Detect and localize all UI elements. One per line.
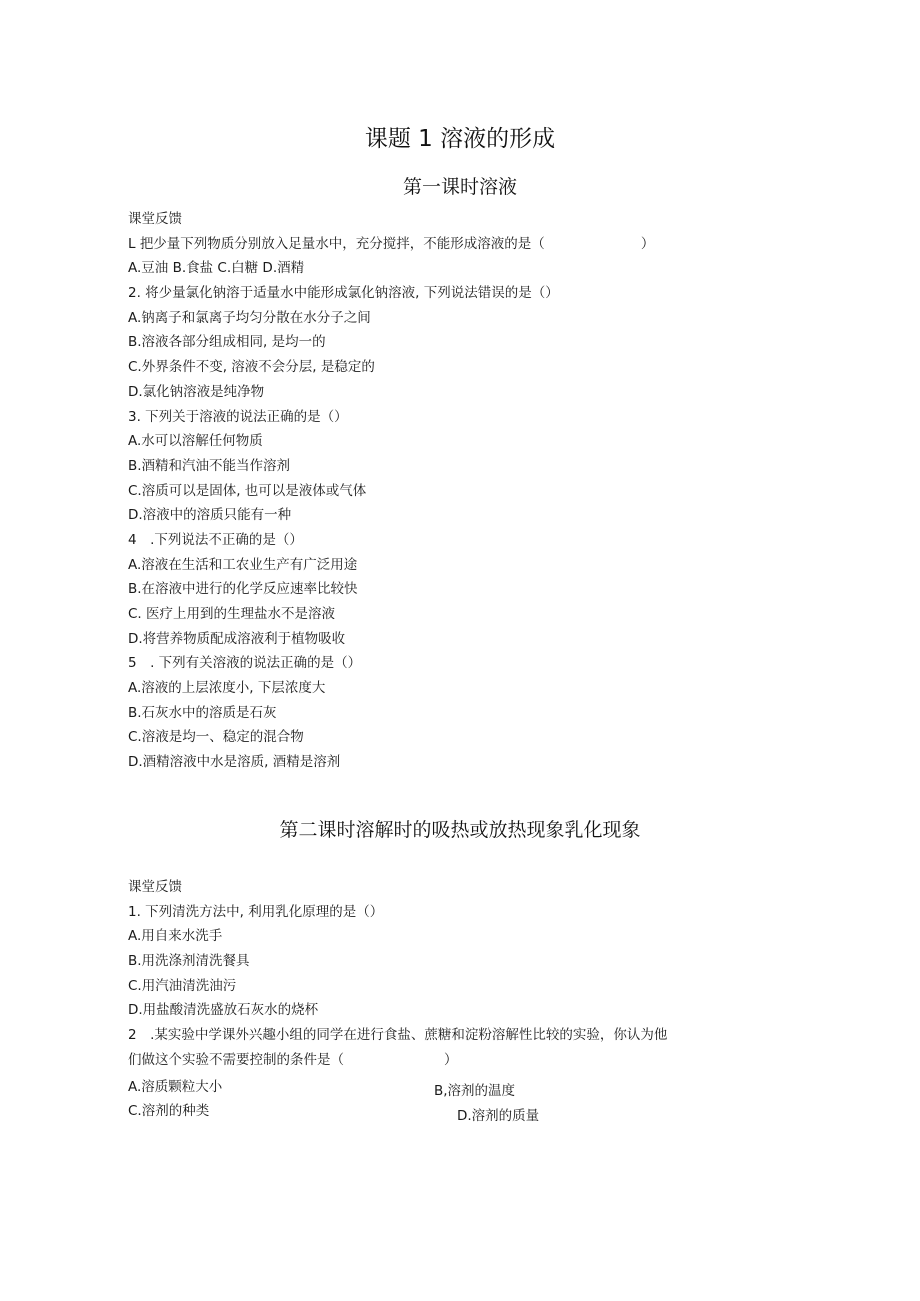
l1-q3-option: B.酒精和汽油不能当作溶剂 — [128, 457, 291, 474]
l1-q1-close: ） — [640, 235, 655, 252]
l1-q5-option: C.溶液是均一、稳定的混合物 — [128, 729, 304, 746]
l1-q4-option: B.在溶液中进行的化学反应速率比较快 — [128, 581, 358, 598]
l1-q2-option: A.钠离子和氯离子均匀分散在水分子之间 — [128, 309, 371, 326]
l1-q5-option: A.溶液的上层浓度小, 下层浓度大 — [128, 680, 326, 697]
l1-q2-option: C.外界条件不变, 溶液不会分层, 是稳定的 — [128, 359, 375, 376]
l2-q2-option-a: A.溶质颗粒大小 — [128, 1079, 223, 1095]
l2-q1-option: B.用洗涤剂清洗餐具 — [128, 953, 250, 970]
l2-q2-close: ） — [444, 1051, 458, 1068]
l1-q4-stem: 4 .下列说法不正确的是（） — [128, 531, 303, 548]
l2-q1-option: A.用自来水洗手 — [128, 928, 223, 945]
l1-q3-option: D.溶液中的溶质只能有一种 — [128, 507, 292, 524]
l1-q3-option: C.溶质可以是固体, 也可以是液体或气体 — [128, 482, 367, 499]
l1-q3-option: A.水可以溶解任何物质 — [128, 433, 263, 450]
lesson2-feedback-label: 课堂反馈 — [128, 879, 182, 895]
l1-q1-stem — [128, 232, 788, 257]
l1-q4-option: C. 医疗上用到的生理盐水不是溶液 — [128, 606, 336, 622]
document-title: 课题 1 溶液的形成 — [364, 126, 556, 152]
lesson2-heading: 第二课时溶解时的吸热或放热现象乳化现象 — [279, 819, 641, 841]
l1-q2-option: B.溶液各部分组成相同, 是均一的 — [128, 334, 326, 351]
l2-q2-option-d: D.溶剂的质量 — [457, 1108, 540, 1124]
l2-q1-stem: 1. 下列清洗方法中, 利用乳化原理的是（） — [128, 903, 384, 920]
l2-q2-option-c: C.溶剂的种类 — [128, 1103, 210, 1119]
l1-q1-options: A.豆油 B.食盐 C.白糖 D.酒精 — [128, 260, 305, 277]
l1-q4-option: D.将营养物质配成溶液利于植物吸收 — [128, 630, 346, 647]
l1-q5-option: B.石灰水中的溶质是石灰 — [128, 704, 277, 721]
lesson1-section — [128, 207, 788, 775]
lesson1-heading: 第一课时溶液 — [402, 176, 517, 198]
l1-q3-stem: 3. 下列关于溶液的说法正确的是（） — [128, 408, 348, 425]
l2-q2-stem-text: 们做这个实验不需要控制的条件是（ — [128, 1051, 344, 1068]
lesson1-feedback-label: 课堂反馈 — [128, 211, 182, 227]
l1-q5-option: D.酒精溶液中水是溶质, 酒精是溶剂 — [128, 754, 341, 771]
l2-q2-stem-line2 — [128, 1048, 788, 1073]
l1-q5-stem: 5 . 下列有关溶液的说法正确的是（） — [128, 655, 362, 672]
l2-q2-option-b: B,溶剂的温度 — [434, 1083, 516, 1099]
l1-q4-option: A.溶液在生活和工农业生产有广泛用途 — [128, 556, 358, 573]
l2-q1-option: D.用盐酸清洗盛放石灰水的烧杯 — [128, 1002, 319, 1019]
l1-q2-stem: 2. 将少量氯化钠溶于适量水中能形成氯化钠溶液, 下列说法错误的是（） — [128, 285, 559, 302]
lesson2-section — [128, 875, 788, 1073]
l1-q1-stem-text: L 把少量下列物质分别放入足量水中，充分搅拌，不能形成溶液的是（ — [128, 235, 545, 252]
l2-q1-option: C.用汽油清洗油污 — [128, 977, 237, 994]
l1-q2-option: D.氯化钠溶液是纯净物 — [128, 383, 265, 400]
l2-q2-stem-line1: 2 .某实验中学课外兴趣小组的同学在进行食盐、蔗糖和淀粉溶解性比较的实验，你认为他 — [128, 1027, 668, 1044]
